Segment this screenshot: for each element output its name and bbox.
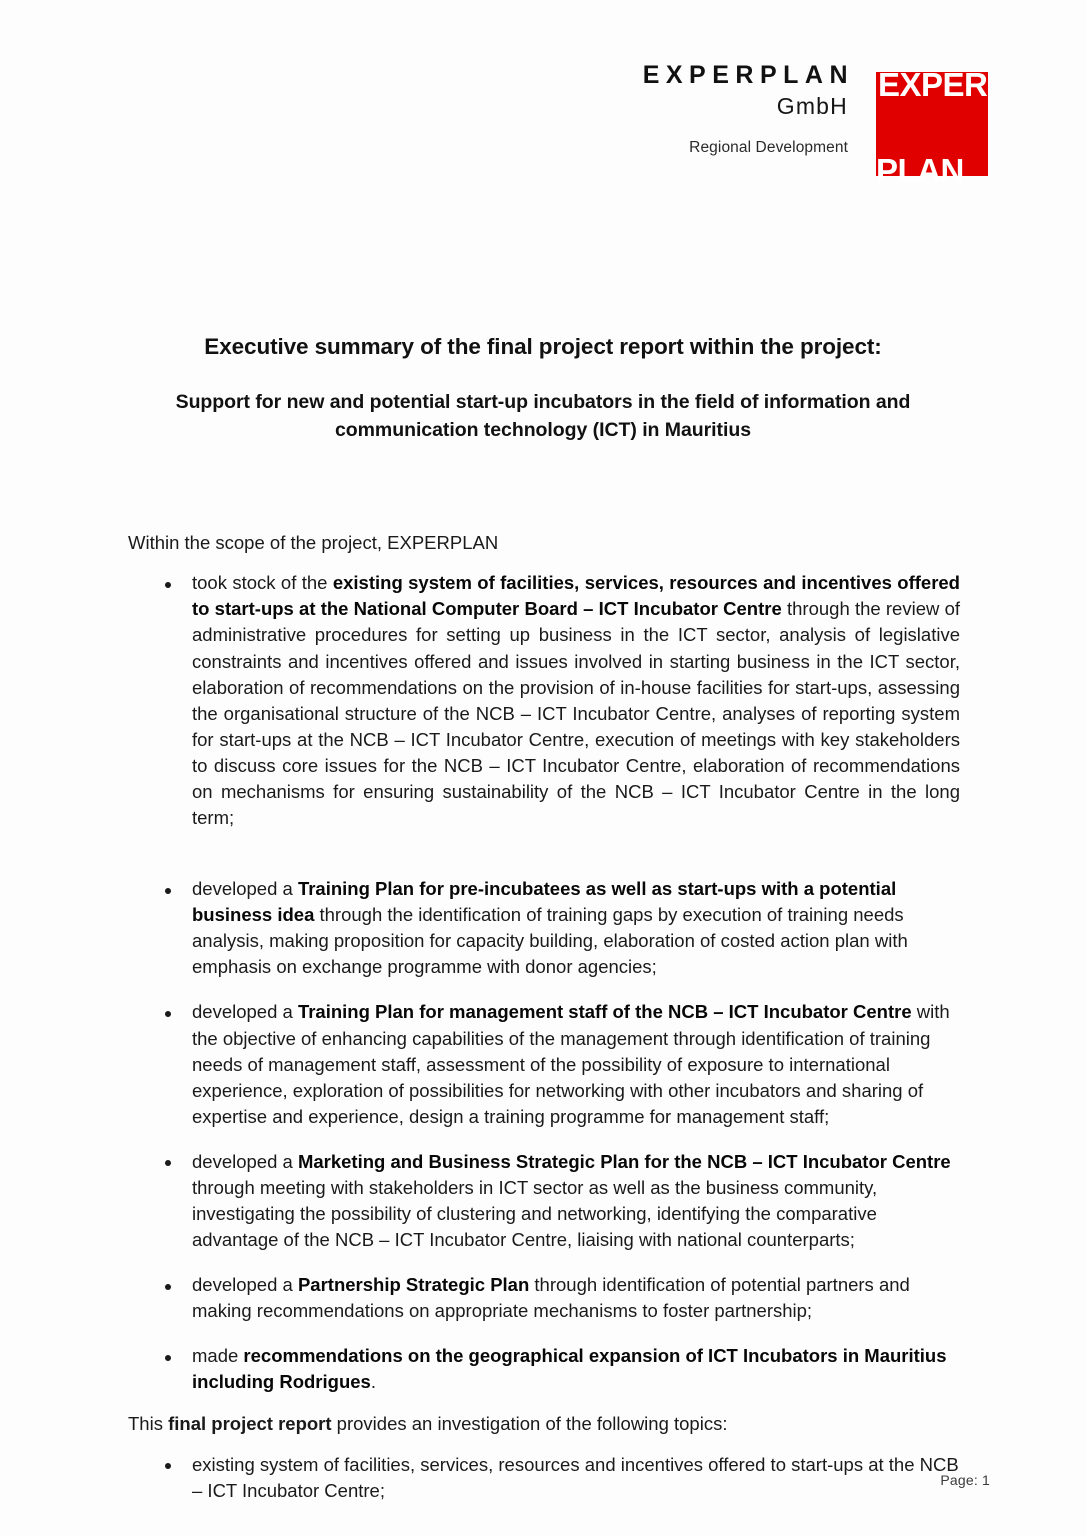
experplan-logo-icon <box>870 58 998 189</box>
list-item-text <box>192 570 960 857</box>
plain-text: provides an investigation of the following topics: <box>331 1413 728 1435</box>
emphasis-text: Partnership Strategic Plan <box>297 1274 530 1296</box>
plain-text: developed a <box>192 1001 298 1023</box>
title-block <box>120 332 966 445</box>
bullet-dot-icon <box>165 1011 171 1017</box>
list-item <box>128 1343 960 1395</box>
plain-text: developed a <box>192 1274 298 1296</box>
emphasis-text: Training Plan for management staff of the NCB – ICT Incubator Centre <box>297 1001 912 1023</box>
logo-word-top: EXPER <box>878 66 988 103</box>
list-item-text <box>192 878 908 977</box>
letterhead <box>642 58 998 189</box>
bullet-dot-icon <box>165 1463 171 1469</box>
letterhead-text <box>642 58 854 158</box>
plain-text: through identification of potential partners and making recommendations on appropriate mechanisms to foster partnership; <box>192 1274 910 1322</box>
logo-word-bottom: PLAN <box>876 152 964 189</box>
list-item-text <box>192 1151 951 1250</box>
list-item-text <box>192 1454 959 1501</box>
emphasis-text: final project report <box>168 1413 332 1435</box>
plain-text: through the review of administrative procedures for setting up business in the ICT sector, analysis of legislative constraints and incentives offered and issues involved in starting business in the ICT sector, elaboration of recommendations on the provision of in-house facilities for start-ups, assessing the organisational structure of the NCB – ICT Incubator Centre, analyses of reporting system for start-ups at the NCB – ICT Incubator Centre, execution of meetings with key stakeholders to discuss core issues for the NCB – ICT Incubator Centre, elaboration of recommendations on mechanisms for ensuring sustainability of the NCB – ICT Incubator Centre in the long term; <box>192 598 960 828</box>
plain-text: This <box>128 1413 169 1435</box>
bullet-dot-icon <box>165 1160 171 1166</box>
bullet-dot-icon <box>165 582 171 588</box>
list-item-text <box>192 1345 947 1392</box>
company-name: EXPERPLAN <box>642 61 854 89</box>
list-item-text <box>192 1274 910 1321</box>
bullet-list-activities <box>128 570 960 1395</box>
list-item-text <box>192 1001 950 1126</box>
plain-text: made <box>192 1345 244 1367</box>
plain-text: through the identification of training gaps by execution of training needs analysis, making proposition for capacity building, elaboration of costed action plan with emphasis on exchange programme with donor agencies; <box>192 904 908 978</box>
document-body <box>128 530 960 1504</box>
bullet-dot-icon <box>165 1355 171 1361</box>
plain-text: through meeting with stakeholders in ICT sector as well as the business community, investigating the possibility of clustering and networking, identifying the comparative advantage of the NCB – ICT Incubator Centre, liaising with national counterparts; <box>192 1176 878 1251</box>
list-item <box>128 999 960 1129</box>
bullet-dot-icon <box>165 1284 171 1290</box>
emphasis-text: recommendations on the geographical expansion of ICT Incubators in Mauritius including Rodrigues <box>192 1345 947 1393</box>
company-legal-form: GmbH <box>776 93 848 119</box>
plain-text: developed a <box>192 878 298 900</box>
plain-text: developed a <box>192 1150 298 1172</box>
list-item <box>128 876 960 980</box>
page-number-footer: Page: 1 <box>940 1472 990 1488</box>
page-subtitle: Support for new and potential start-up incubators in the field of information and communication technology (ICT) in Mauritius <box>175 391 911 441</box>
plain-text: took stock of the <box>192 572 333 594</box>
plain-text: . <box>370 1371 376 1393</box>
emphasis-text: Marketing and Business Strategic Plan for the NCB – ICT Incubator Centre <box>297 1150 951 1172</box>
list-item <box>128 1272 960 1324</box>
plain-text: with the objective of enhancing capabilities of the management through identification of training needs of management staff, assessment of the possibility of exposure to international experience, exploration of possibilities for networking with other incubators and sharing of expertise and experience, design a training programme for management staff; <box>192 1001 950 1127</box>
bullet-dot-icon <box>165 888 171 894</box>
plain-text: existing system of facilities, services, resources and incentives offered to start-ups at the NCB – ICT Incubator Centre; <box>192 1453 959 1501</box>
list-item <box>128 1149 960 1253</box>
bullet-list-topics <box>128 1452 960 1504</box>
lead-paragraph-2 <box>128 1411 960 1437</box>
emphasis-text: existing system of facilities, services, resources and incentives offered to start-ups at the National Computer Board – ICT Incubator Centre <box>192 572 960 620</box>
company-tagline: Regional Development <box>689 139 848 157</box>
list-item <box>128 570 960 857</box>
page-title: Executive summary of the final project report within the project: <box>204 334 882 359</box>
emphasis-text: Training Plan for pre-incubatees as well as start-ups with a potential business idea <box>192 878 897 926</box>
list-item <box>128 1452 960 1504</box>
lead-paragraph-1: Within the scope of the project, EXPERPLAN <box>128 532 499 553</box>
